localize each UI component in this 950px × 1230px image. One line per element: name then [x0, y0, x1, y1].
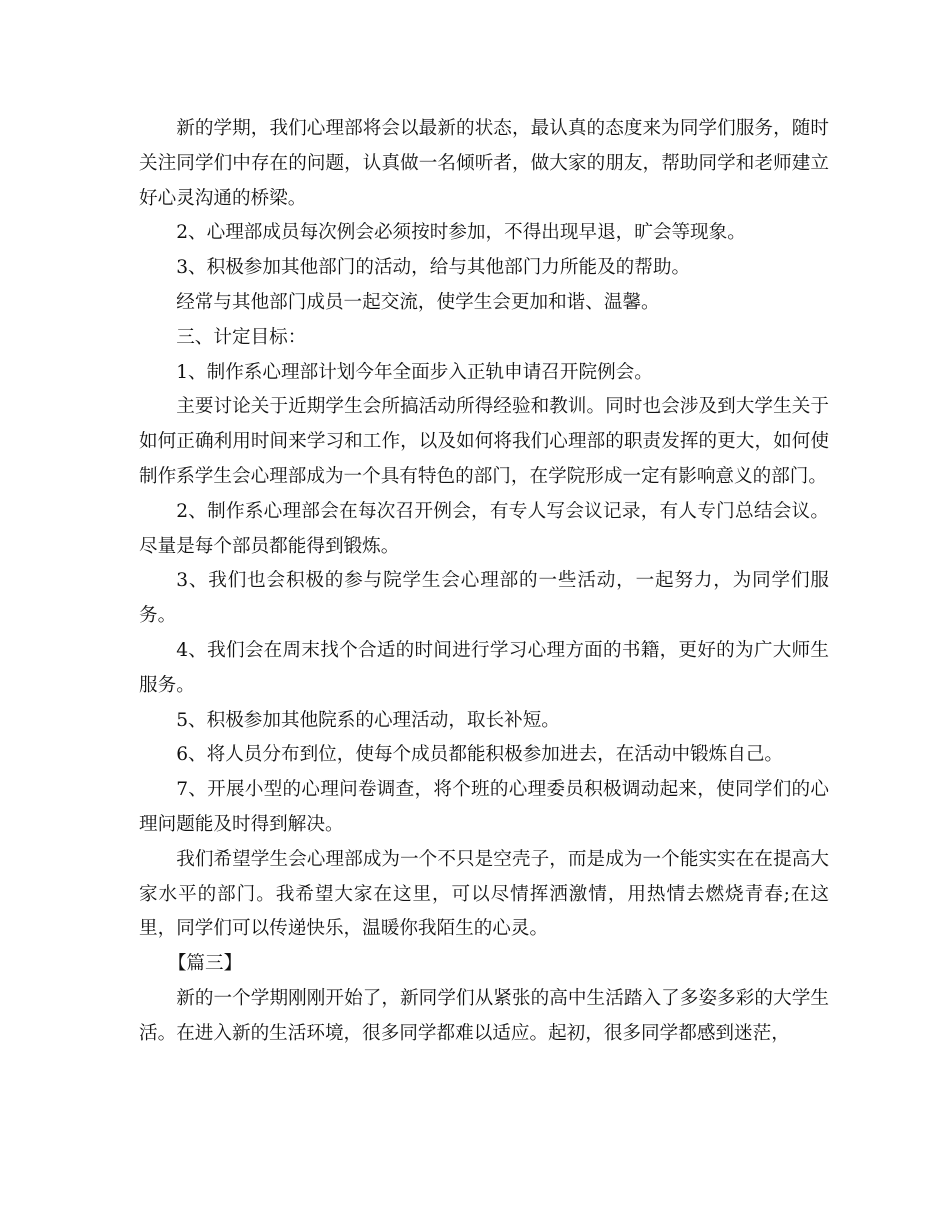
paragraph-goal-3: 3、我们也会积极的参与院学生会心理部的一些活动，一起努力，为同学们服务。	[139, 570, 829, 627]
paragraph-goal-7: 7、开展小型的心理问卷调查，将个班的心理委员积极调动起来，使同学们的心理问题能及时得到解决。	[139, 779, 829, 835]
paragraph-new-semester: 新的一个学期刚刚开始了，新同学们从紧张的高中生活踏入了多姿多彩的大学生活。在进入新的生活环境，很多同学都难以适应。起初，很多同学都感到迷茫，	[139, 987, 829, 1044]
section-title-goals: 三、计定目标：	[176, 326, 307, 348]
paragraph-goal-6: 6、将人员分布到位，使每个成员都能积极参加进去，在活动中锻炼自己。	[176, 744, 784, 766]
paragraph-cooperation-rule: 3、积极参加其他部门的活动，给与其他部门力所能及的帮助。	[176, 257, 691, 279]
paragraph-attendance-rule: 2、心理部成员每次例会必须按时参加，不得出现早退，旷会等现象。	[176, 222, 746, 244]
paragraph-goal-1-detail: 主要讨论关于近期学生会所搞活动所得经验和教训。同时也会涉及到大学生关于如何正确利用时间来学习和工作，以及如何将我们心理部的职责发挥的更大，如何使制作系学生会心理部成为一个具有特色的部门，在学院形成一定有影响意义的部门。	[139, 396, 829, 487]
paragraph-goal-5: 5、积极参加其他院系的心理活动，取长补短。	[176, 709, 560, 731]
paragraph-goal-2: 2、制作系心理部会在每次召开例会，有专人写会议记录，有人专门总结会议。尽量是每个部员都能得到锻炼。	[139, 500, 829, 557]
paragraph-hope: 我们希望学生会心理部成为一个不只是空壳子，而是成为一个能实实在在提高大家水平的部门。我希望大家在这里，可以尽情挥洒激情，用热情去燃烧青春;在这里，同学们可以传递快乐，温暖你我陌生的心灵。	[139, 848, 829, 940]
paragraph-goal-1: 1、制作系心理部计划今年全面步入正轨申请召开院例会。	[176, 361, 653, 383]
paragraph-semester-intro: 新的学期，我们心理部将会以最新的状态，最认真的态度来为同学们服务，随时关注同学们中存在的问题，认真做一名倾听者，做大家的朋友，帮助同学和老师建立好心灵沟通的桥梁。	[139, 118, 829, 209]
section-heading-part-three: 【篇三】	[167, 953, 243, 975]
paragraph-goal-4: 4、我们会在周末找个合适的时间进行学习心理方面的书籍，更好的为广大师生服务。	[139, 639, 829, 696]
paragraph-communication: 经常与其他部门成员一起交流，使学生会更加和谐、温馨。	[176, 291, 660, 313]
document-body	[139, 112, 829, 1052]
